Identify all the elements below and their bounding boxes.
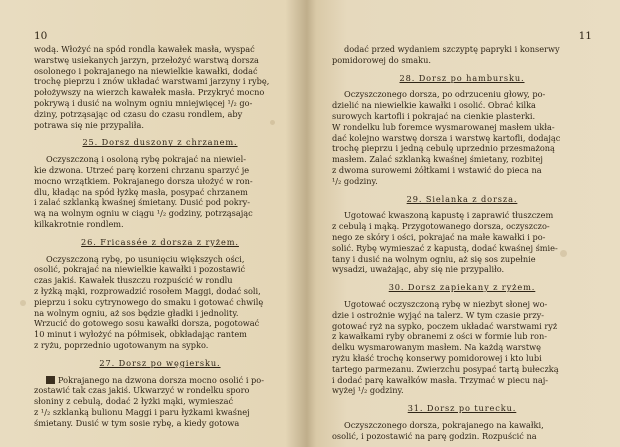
maggi-cube-icon <box>46 376 55 384</box>
paragraph-text: Ugotować oczyszczoną rybę w niezbyt słonej wo- dzie i ostrożnie wyjąć na talerz. W tym czasie przy- gotować ryż na sypko, poczem układać warstwami ryż z kawałkami ryby obranemi z ości w formie lub ron- delku wysmarowanym masłem. Na każdą warstwę ryżu kłaść trochę konserwy pomidorowej i kto lubi tartego parmezanu. Zwierzchu posypać tartą bułeczką i dodać parę kawałków masła. Trzymać w piecu naj- wyżej ¹/₂ godziny. <box>332 298 559 396</box>
paragraph-text: Oczyszczoną i osoloną rybę pokrajać na niewiel- kie dzwona. Utrzeć parę korzeni chrzanu sparzyć je mocno wrzątkiem. Pokrajanego dorsza ułożyć w ron- dlu, kładąc na spód łyżkę masła, posypać chrzanem i zalać szklanką kwaśnej śmietany. Dusić pod pokry- wą na wolnym ogniu w ciągu ¹/₂ godziny, potrząsając kilkakrotnie rondlem. <box>34 154 253 229</box>
page-text <box>34 44 286 429</box>
recipe-paragraph <box>332 210 592 275</box>
recipe-heading: 26. Fricassée z dorsza z ryżem. <box>81 236 239 247</box>
recipe-heading: 31. Dorsz po turecku. <box>407 403 517 414</box>
recipe-heading: 28. Dorsz po hambursku. <box>399 72 525 83</box>
recipe-paragraph <box>332 299 592 396</box>
page-number: 10 <box>34 30 48 42</box>
left-page <box>0 0 300 447</box>
recipe-heading: 25. Dorsz duszony z chrzanem. <box>82 137 238 148</box>
paragraph-text: Pokrajanego na dzwona dorsza mocno osolić i po- zostawić tak czas jakiś. Ukwarzyć w rondelku sporo słoniny z cebulą, dodać 2 łyżki mąki, wymieszać z ¹/₂ szklanką bulionu Maggi i paru łyżkami kwaśnej śmietany. Dusić w tym sosie rybę, a kiedy gotowa <box>34 374 264 428</box>
recipe-paragraph <box>34 44 286 130</box>
right-page <box>314 0 620 447</box>
recipe-paragraph <box>332 420 592 442</box>
paragraph-text: Ugotować kwaszoną kapustę i zaprawić tłuszczem z cebulą i mąką. Przygotowanego dorsza, oczyszczo- nego ze skóry i ości, pokrajać na małe kawałki i po- solić. Rybę wymieszać z kapustą, dodać kwaśnej śmie- tany i dusić na wolnym ogniu, aż się sos zupełnie wysadzi, uważając, aby się nie przypaliło. <box>332 210 558 275</box>
recipe-paragraph <box>332 44 592 66</box>
recipe-paragraph <box>34 154 286 230</box>
recipe-heading: 30. Dorsz zapiekany z ryżem. <box>388 282 536 293</box>
paragraph-text: wodą. Włożyć na spód rondla kawałek masła, wyspać warstwę usiekanych jarzyn, przełożyć warstwą dorsza osolonego i pokrajanego na niewielkie kawałki, dodać trochę pieprzu i znów układać warstwami jarzyny i rybę, położywszy na wierzch kawałek masła. Przykryć mocno pokrywą i dusić na wolnym ogniu mniejwięcej ¹/₂ go- dziny, potrząsając od czasu do czasu rondlem, aby potrawa się nie przypaliła. <box>34 44 270 130</box>
paragraph-text: dodać przed wydaniem szczyptę papryki i konserwy pomidorowej do smaku. <box>332 44 560 65</box>
paragraph-text: Oczyszczonego dorsza, pokrajanego na kawałki, osolić, i pozostawić na parę godzin. Rozpuścić na <box>332 419 544 441</box>
page-text <box>332 44 592 442</box>
recipe-heading: 29. Sielanka z dorsza. <box>406 193 518 204</box>
page-number: 11 <box>578 30 592 42</box>
recipe-paragraph <box>332 89 592 186</box>
recipe-paragraph <box>34 375 286 429</box>
paragraph-text: Oczyszczonego dorsza, po odrzuceniu głowy, po- dzielić na niewielkie kawałki i osolić. Obrać kilka surowych kartofli i pokrajać na cienkie plasterki. W rondelku lub foremce wysmarowanej masłem ukła- dać kolejno warstwę dorsza i warstwę kartofli, dodając trochę pieprzu i jedną cebulę uprzednio przesmażoną masłem. Zalać szklanką kwaśnej śmietany, rozbitej z dwoma surowemi żółtkami i wstawić do pieca na ¹/₂ godziny. <box>332 89 561 186</box>
paragraph-text: Oczyszczoną rybę, po usunięciu większych ości, osolić, pokrajać na niewielkie kawałki i pozostawić czas jakiś. Kawałek tłuszczu rozpuścić w rondlu z łyżką mąki, rozprowadzić rosołem Maggi, dodać soli, pieprzu i soku cytrynowego do smaku i gotować chwilę na wolnym ogniu, aż sos będzie gładki i jednolity. Wrzucić do gotowego sosu kawałki dorsza, pogotować 10 minut i wyłożyć na półmisek, obkładając rantem z ryżu, poprzednio ugotowanym na sypko. <box>34 253 264 350</box>
recipe-paragraph <box>34 254 286 351</box>
recipe-heading: 27. Dorsz po węgiersku. <box>99 357 221 368</box>
